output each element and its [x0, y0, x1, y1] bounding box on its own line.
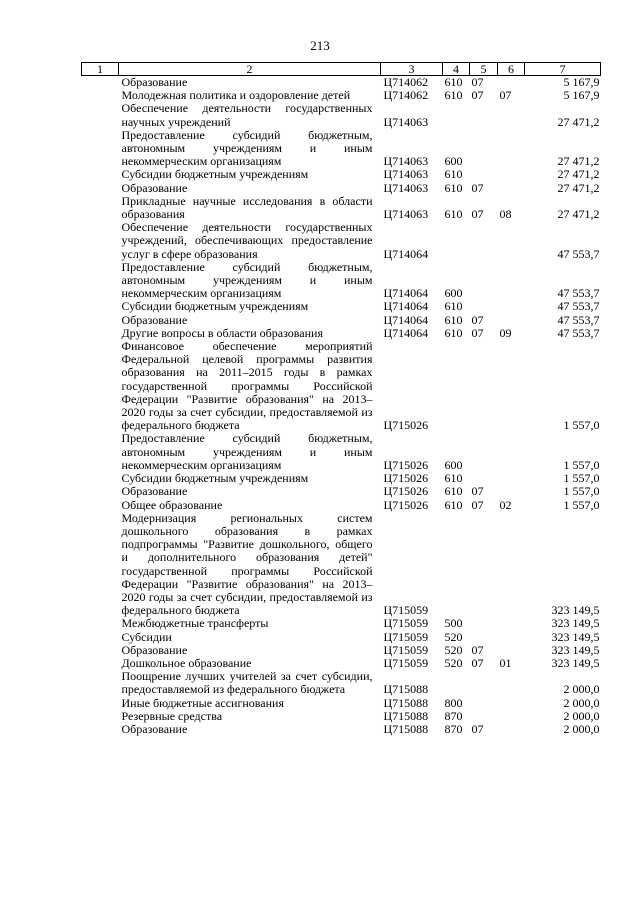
- table-body: [82, 76, 601, 737]
- row-empty-cell: [82, 472, 119, 485]
- header-col-4: 4: [443, 63, 470, 76]
- row-expense-type: 800: [444, 695, 463, 710]
- row-empty-cell: [82, 327, 119, 340]
- row-empty-cell: [82, 314, 119, 327]
- row-name: Финансовое обеспечение мероприятий Федеральной целевой программы развития образования на 2011–2015 годы в рамках государственной программы Российской Федерации "Развитие образования" на 2013–2020 годы за счет субсидии, предоставляемой из федерального бюджета: [121, 339, 373, 433]
- row-name: Модернизация региональных систем дошкольного образования в рамках подпрограммы "Развитие дошкольного, общего и дополнительного образования детей" государственной программы Российской Федерации "Развитие образования" на 2013–2020 годы за счет субсидии, предоставляемой из федерального бюджета: [121, 510, 373, 618]
- row-amount: 323 149,5: [551, 629, 600, 644]
- row-name: Субсидии: [121, 629, 172, 644]
- row-section: [470, 697, 498, 710]
- row-amount: 323 149,5: [551, 642, 600, 657]
- row-subsection: [498, 102, 525, 128]
- row-expense-type: 610: [444, 312, 463, 327]
- row-name: Образование: [121, 312, 188, 327]
- row-name: Предоставление субсидий бюджетным, автономным учреждениям и иным некоммерческим организациям: [121, 431, 373, 472]
- table-row: [82, 195, 601, 221]
- row-name: Обеспечение деятельности государственных учреждений, обеспечивающих предоставление услуг в сфере образования: [121, 220, 373, 261]
- row-expense-type: 610: [444, 180, 463, 195]
- row-expense-type: 600: [444, 457, 463, 472]
- row-name: Субсидии бюджетным учреждениям: [121, 471, 309, 486]
- row-expense-type: 610: [444, 75, 463, 89]
- row-amount: 47 553,7: [557, 312, 600, 327]
- row-target-code: Ц714064: [383, 299, 429, 314]
- row-subsection: [498, 617, 525, 630]
- row-name: Дошкольное образование: [121, 655, 252, 670]
- row-subsection: [498, 76, 525, 90]
- row-name: Прикладные научные исследования в области образования: [121, 193, 373, 222]
- row-amount: 323 149,5: [551, 616, 600, 631]
- row-subsection: [498, 340, 525, 432]
- row-section: 07: [471, 312, 484, 327]
- row-name: Предоставление субсидий бюджетным, автономным учреждениям и иным некоммерческим организациям: [121, 127, 373, 169]
- row-section: [470, 168, 498, 181]
- row-subsection: [498, 697, 525, 710]
- row-name: Субсидии бюджетным учреждениям: [121, 299, 309, 314]
- row-expense-type: 870: [444, 721, 463, 736]
- row-amount: 1 557,0: [563, 484, 600, 499]
- row-name: Межбюджетные трансферты: [121, 616, 269, 631]
- row-name: Резервные средства: [121, 708, 223, 723]
- row-section: [470, 631, 498, 644]
- row-target-code: Ц715059: [383, 655, 429, 670]
- row-amount: 47 553,7: [557, 286, 600, 301]
- row-subsection: [498, 710, 525, 723]
- row-target-code: Ц715059: [383, 629, 429, 644]
- row-target-code: Ц714063: [383, 207, 429, 222]
- row-name: Поощрение лучших учителей за счет субсидии, предоставляемой из федерального бюджета: [121, 669, 373, 697]
- row-subsection: [498, 314, 525, 327]
- budget-table: [81, 62, 601, 736]
- row-amount: 2 000,0: [563, 721, 600, 736]
- header-col-3: 3: [381, 63, 443, 76]
- row-expense-type: 520: [444, 642, 463, 657]
- row-name: Образование: [121, 180, 188, 195]
- row-empty-cell: [82, 300, 119, 313]
- header-row: [82, 63, 601, 76]
- row-section: [470, 221, 498, 261]
- row-amount: 27 471,2: [557, 167, 600, 182]
- row-subsection: [498, 432, 525, 472]
- row-target-code: Ц715088: [383, 708, 429, 723]
- row-amount: 27 471,2: [557, 154, 600, 169]
- row-empty-cell: [82, 697, 119, 710]
- row-expense-type: 520: [444, 655, 463, 670]
- table-row: [82, 129, 601, 169]
- row-section: 07: [471, 88, 484, 103]
- row-subsection: [498, 631, 525, 644]
- table-row: [82, 710, 601, 723]
- row-target-code: Ц715088: [383, 695, 429, 710]
- row-name: Образование: [121, 75, 188, 89]
- row-amount: 2 000,0: [563, 682, 600, 697]
- row-name: Обеспечение деятельности государственных научных учреждений: [121, 101, 373, 129]
- row-subsection: [498, 129, 525, 169]
- row-empty-cell: [82, 102, 119, 128]
- row-expense-type: 610: [444, 484, 463, 499]
- row-expense-type: 870: [444, 708, 463, 723]
- row-name: Образование: [121, 484, 188, 499]
- row-expense-type: [443, 340, 470, 432]
- row-empty-cell: [82, 631, 119, 644]
- row-expense-type: 610: [444, 207, 463, 222]
- row-subsection: 08: [499, 207, 512, 222]
- row-amount: 1 557,0: [563, 418, 600, 433]
- row-amount: 2 000,0: [563, 695, 600, 710]
- row-subsection: [498, 485, 525, 498]
- row-name: Предоставление субсидий бюджетным, автономным учреждениям и иным некоммерческим организациям: [121, 259, 373, 301]
- row-target-code: Ц714063: [383, 114, 429, 129]
- row-name: Образование: [121, 642, 188, 657]
- row-empty-cell: [82, 76, 119, 90]
- header-col-5: 5: [470, 63, 498, 76]
- row-target-code: Ц715026: [383, 418, 429, 433]
- row-subsection: [498, 182, 525, 195]
- row-section: 07: [471, 497, 484, 512]
- row-empty-cell: [82, 168, 119, 181]
- table-header: [82, 63, 601, 76]
- row-section: [470, 512, 498, 618]
- row-amount: 323 149,5: [551, 603, 600, 618]
- row-expense-type: 600: [444, 154, 463, 169]
- table-row: [82, 340, 601, 432]
- row-expense-type: [443, 102, 470, 128]
- row-target-code: Ц714063: [383, 180, 429, 195]
- row-empty-cell: [82, 182, 119, 195]
- row-target-code: Ц715059: [383, 642, 429, 657]
- row-target-code: Ц715088: [383, 721, 429, 736]
- row-subsection: 09: [499, 325, 512, 340]
- row-name: Молодежная политика и оздоровление детей: [121, 88, 351, 103]
- row-section: 07: [471, 484, 484, 499]
- row-section: [470, 261, 498, 301]
- row-expense-type: 610: [444, 325, 463, 340]
- row-target-code: Ц715026: [383, 484, 429, 499]
- row-empty-cell: [82, 432, 119, 472]
- row-amount: 27 471,2: [557, 207, 600, 222]
- row-target-code: Ц715026: [383, 457, 429, 472]
- row-subsection: [498, 670, 525, 696]
- table-row: [82, 261, 601, 301]
- row-empty-cell: [82, 617, 119, 630]
- row-subsection: [498, 300, 525, 313]
- header-col-1: 1: [82, 63, 119, 76]
- row-amount: 2 000,0: [563, 708, 600, 723]
- row-subsection: 07: [499, 88, 512, 103]
- row-target-code: Ц714064: [383, 312, 429, 327]
- row-empty-cell: [82, 221, 119, 261]
- row-target-code: Ц715026: [383, 471, 429, 486]
- row-empty-cell: [82, 710, 119, 723]
- row-expense-type: 610: [444, 167, 463, 182]
- row-empty-cell: [82, 657, 119, 670]
- row-subsection: 01: [499, 655, 512, 670]
- header-col-7: 7: [525, 63, 601, 76]
- row-target-code: Ц714064: [383, 286, 429, 301]
- row-subsection: [498, 723, 525, 736]
- row-expense-type: [443, 512, 470, 618]
- row-expense-type: [443, 221, 470, 261]
- row-amount: 1 557,0: [563, 457, 600, 472]
- table-row: [82, 182, 601, 195]
- row-amount: 5 167,9: [563, 75, 600, 89]
- row-amount: 5 167,9: [563, 88, 600, 103]
- row-section: 07: [471, 75, 484, 89]
- row-expense-type: [443, 670, 470, 696]
- table-row: [82, 432, 601, 472]
- table-row: [82, 644, 601, 657]
- table-row: [82, 314, 601, 327]
- row-section: [470, 129, 498, 169]
- row-empty-cell: [82, 512, 119, 618]
- row-target-code: Ц714063: [383, 154, 429, 169]
- row-empty-cell: [82, 261, 119, 301]
- row-subsection: [498, 261, 525, 301]
- row-section: 07: [471, 207, 484, 222]
- row-section: [470, 432, 498, 472]
- row-amount: 323 149,5: [551, 655, 600, 670]
- row-amount: 47 553,7: [557, 325, 600, 340]
- row-amount: 27 471,2: [557, 114, 600, 129]
- row-amount: 1 557,0: [563, 497, 600, 512]
- row-subsection: [498, 221, 525, 261]
- row-amount: 47 553,7: [557, 246, 600, 261]
- row-section: [470, 710, 498, 723]
- header-col-2: 2: [119, 63, 381, 76]
- row-target-code: Ц715059: [383, 603, 429, 618]
- table-row: [82, 485, 601, 498]
- table-row: [82, 168, 601, 181]
- row-target-code: Ц714063: [383, 167, 429, 182]
- row-amount: 47 553,7: [557, 299, 600, 314]
- row-target-code: Ц715059: [383, 616, 429, 631]
- row-target-code: Ц714062: [383, 88, 429, 103]
- table-row: [82, 670, 601, 696]
- table-row: [82, 697, 601, 710]
- row-name: Иные бюджетные ассигнования: [121, 695, 284, 710]
- row-expense-type: 600: [444, 286, 463, 301]
- row-section: 07: [471, 180, 484, 195]
- row-empty-cell: [82, 499, 119, 512]
- row-target-code: Ц715026: [383, 497, 429, 512]
- row-empty-cell: [82, 670, 119, 696]
- row-subsection: 02: [499, 497, 512, 512]
- row-empty-cell: [82, 723, 119, 736]
- row-subsection: [498, 512, 525, 618]
- row-empty-cell: [82, 644, 119, 657]
- row-empty-cell: [82, 195, 119, 221]
- row-expense-type: 610: [444, 88, 463, 103]
- row-name: Субсидии бюджетным учреждениям: [121, 167, 309, 182]
- row-expense-type: 520: [444, 629, 463, 644]
- row-target-code: Ц714062: [383, 75, 429, 89]
- row-subsection: [498, 168, 525, 181]
- header-col-6: 6: [498, 63, 525, 76]
- page-number: 213: [310, 38, 330, 53]
- row-subsection: [498, 644, 525, 657]
- table-row: [82, 723, 601, 736]
- row-section: [470, 340, 498, 432]
- row-amount: 1 557,0: [563, 471, 600, 486]
- row-empty-cell: [82, 89, 119, 102]
- row-empty-cell: [82, 340, 119, 432]
- row-target-code: Ц714064: [383, 325, 429, 340]
- table-row: [82, 76, 601, 90]
- row-section: 07: [471, 721, 484, 736]
- row-name: Общее образование: [121, 497, 223, 512]
- table-row: [82, 221, 601, 261]
- row-section: [470, 617, 498, 630]
- row-section: 07: [471, 642, 484, 657]
- row-section: 07: [471, 655, 484, 670]
- row-target-code: Ц714064: [383, 246, 429, 261]
- row-expense-type: 610: [444, 471, 463, 486]
- table-row: [82, 617, 601, 630]
- table-row: [82, 512, 601, 618]
- row-expense-type: 610: [444, 497, 463, 512]
- row-name: Образование: [121, 721, 188, 736]
- row-subsection: [498, 472, 525, 485]
- row-expense-type: 500: [444, 616, 463, 631]
- row-empty-cell: [82, 485, 119, 498]
- row-amount: 27 471,2: [557, 180, 600, 195]
- row-target-code: Ц715088: [383, 682, 429, 697]
- table-row: [82, 499, 601, 512]
- row-section: [470, 300, 498, 313]
- table-row: [82, 300, 601, 313]
- row-empty-cell: [82, 129, 119, 169]
- row-name: Другие вопросы в области образования: [121, 325, 323, 340]
- row-section: [470, 670, 498, 696]
- row-expense-type: 610: [444, 299, 463, 314]
- row-section: 07: [471, 325, 484, 340]
- row-section: [470, 102, 498, 128]
- table-row: [82, 102, 601, 128]
- table-row: [82, 631, 601, 644]
